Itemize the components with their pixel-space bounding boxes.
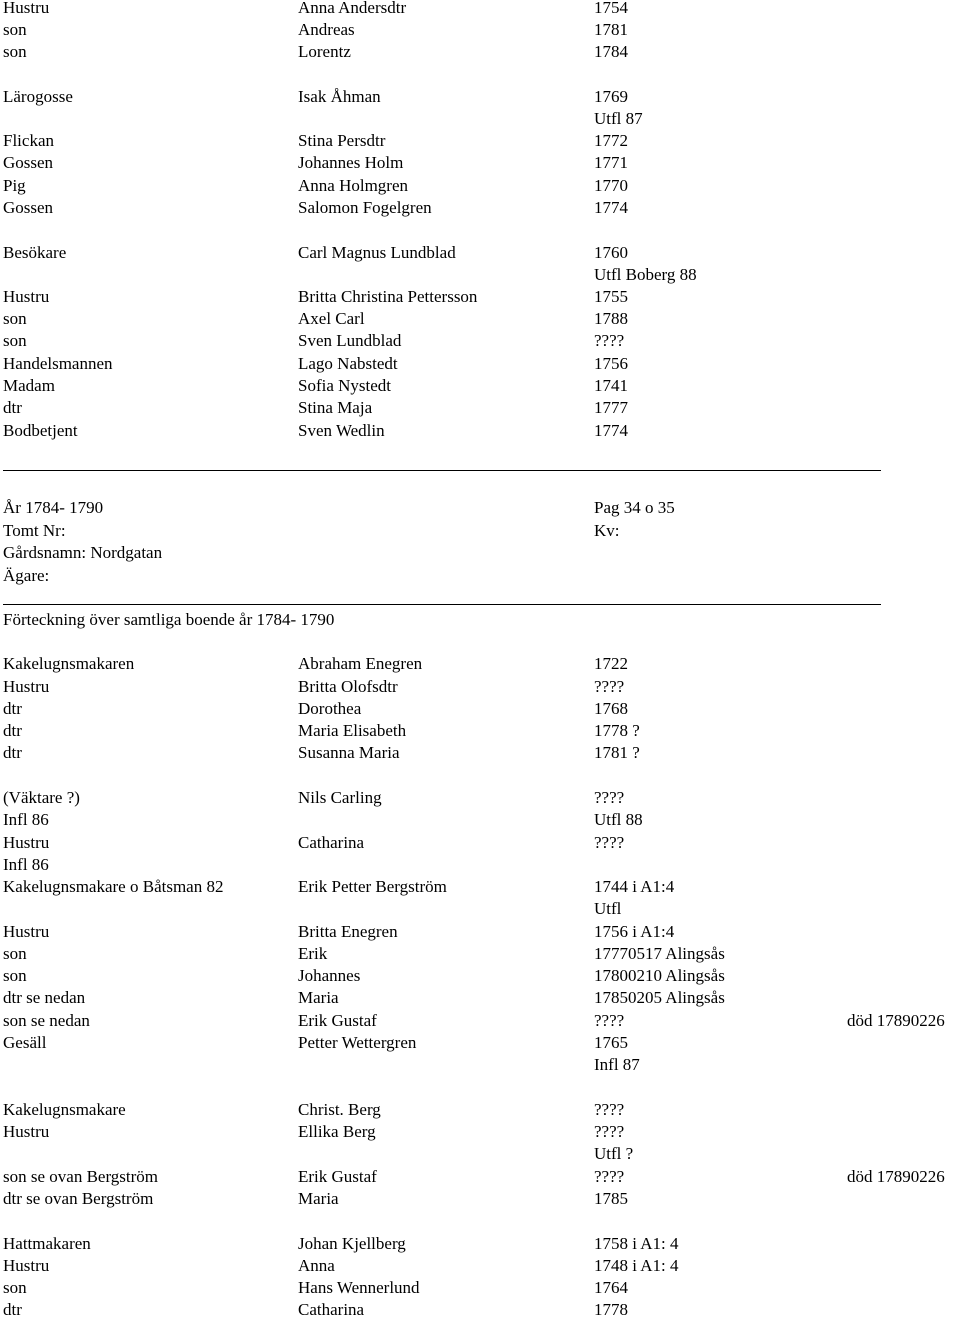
cell-role: Kakelugnsmakaren [3, 654, 135, 673]
cell-year: 1741 [594, 376, 628, 395]
cell-year: ???? [594, 1100, 625, 1119]
record-row [0, 264, 960, 286]
cell-name: Axel Carl [298, 309, 365, 328]
record-row [0, 854, 960, 876]
cell-year: 1756 [594, 354, 628, 373]
record-row [0, 965, 960, 987]
cell-role: dtr [3, 1300, 22, 1319]
record-row [0, 1277, 960, 1299]
cell-name: Petter Wettergren [298, 1033, 417, 1052]
record-row [0, 787, 960, 809]
cell-role: dtr se nedan [3, 988, 86, 1007]
record-row [0, 497, 960, 519]
cell-name: Abraham Enegren [298, 654, 423, 673]
cell-name: Ellika Berg [298, 1122, 376, 1141]
cell-name: Stina Maja [298, 398, 373, 417]
cell-year: 1744 i A1:4 [594, 877, 675, 896]
cell-year: 1769 [594, 87, 628, 106]
cell-year: 1785 [594, 1189, 628, 1208]
cell-name: Anna Andersdtr [298, 0, 407, 17]
cell-role: son se nedan [3, 1011, 90, 1030]
cell-year: ???? [594, 1122, 625, 1141]
cell-year: 1722 [594, 654, 628, 673]
cell-year: 1777 [594, 398, 628, 417]
cell-year: 1781 [594, 20, 628, 39]
cell-name: Erik Gustaf [298, 1167, 377, 1186]
cell-name: Maria [298, 1189, 339, 1208]
cell-year: 17850205 Alingsås [594, 988, 725, 1007]
cell-name: Erik Gustaf [298, 1011, 377, 1030]
cell-year: Infl 87 [594, 1055, 640, 1074]
record-row [0, 1233, 960, 1255]
cell-role: Hustru [3, 1122, 50, 1141]
cell-year: Utfl 87 [594, 109, 643, 128]
record-row [0, 242, 960, 264]
cell-role: Förteckning över samtliga boende år 1784- 1790 [3, 610, 335, 629]
record-row [0, 876, 960, 898]
cell-year: 1754 [594, 0, 628, 17]
cell-role: Gårdsnamn: Nordgatan [3, 543, 163, 562]
record-row [0, 520, 960, 542]
cell-name: Carl Magnus Lundblad [298, 243, 456, 262]
cell-role: Tomt Nr: [3, 521, 66, 540]
cell-year: ???? [594, 331, 625, 350]
cell-year: 1778 ? [594, 721, 640, 740]
cell-role: Hustru [3, 287, 50, 306]
cell-year: ???? [594, 1011, 625, 1030]
cell-role: son [3, 42, 27, 61]
record-row [0, 1054, 960, 1076]
cell-name: Isak Åhman [298, 87, 381, 106]
cell-year: Kv: [594, 521, 620, 540]
cell-name: Britta Enegren [298, 922, 398, 941]
cell-name: Johannes [298, 966, 361, 985]
record-row [0, 542, 960, 564]
cell-name: Sven Wedlin [298, 421, 385, 440]
record-row [0, 720, 960, 742]
record-row [0, 676, 960, 698]
record-row [0, 197, 960, 219]
cell-name: Stina Persdtr [298, 131, 386, 150]
cell-role: Infl 86 [3, 855, 49, 874]
cell-name: Erik [298, 944, 328, 963]
cell-year: 17800210 Alingsås [594, 966, 725, 985]
record-row [0, 86, 960, 108]
cell-role: Handelsmannen [3, 354, 113, 373]
cell-name: Maria [298, 988, 339, 1007]
cell-name: Britta Olofsdtr [298, 677, 398, 696]
cell-name: Johan Kjellberg [298, 1234, 406, 1253]
cell-role: son [3, 944, 27, 963]
cell-year: ???? [594, 833, 625, 852]
cell-name: Catharina [298, 833, 365, 852]
cell-role: dtr se ovan Bergström [3, 1189, 154, 1208]
cell-year: 1765 [594, 1033, 628, 1052]
cell-year: Utfl [594, 899, 622, 918]
cell-year: 1758 i A1: 4 [594, 1234, 679, 1253]
cell-year: 1774 [594, 421, 628, 440]
record-row [0, 0, 960, 19]
cell-year: 1756 i A1:4 [594, 922, 675, 941]
record-row [0, 397, 960, 419]
record-row [0, 175, 960, 197]
cell-year: ???? [594, 1167, 625, 1186]
record-row [0, 130, 960, 152]
cell-role: son [3, 966, 27, 985]
record-row [0, 1099, 960, 1121]
cell-role: dtr [3, 721, 22, 740]
cell-name: Lago Nabstedt [298, 354, 398, 373]
cell-name: Susanna Maria [298, 743, 400, 762]
cell-role: Besökare [3, 243, 67, 262]
cell-year: 17770517 Alingsås [594, 944, 725, 963]
cell-name: Catharina [298, 1300, 365, 1319]
record-row [0, 698, 960, 720]
record-row [0, 19, 960, 41]
record-row [0, 375, 960, 397]
cell-name: Britta Christina Pettersson [298, 287, 478, 306]
record-row [0, 108, 960, 130]
cell-year: 1748 i A1: 4 [594, 1256, 679, 1275]
record-row [0, 987, 960, 1009]
cell-year: 1778 [594, 1300, 628, 1319]
record-row [0, 809, 960, 831]
record-row [0, 1143, 960, 1165]
record-row [0, 308, 960, 330]
cell-year: 1764 [594, 1278, 628, 1297]
record-row [0, 1188, 960, 1210]
cell-role: son [3, 1278, 27, 1297]
record-row [0, 1032, 960, 1054]
cell-name: Erik Petter Bergström [298, 877, 447, 896]
cell-role: År 1784- 1790 [3, 498, 104, 517]
record-row [0, 353, 960, 375]
cell-role: Gossen [3, 153, 54, 172]
cell-role: son se ovan Bergström [3, 1167, 159, 1186]
cell-year: Utfl 88 [594, 810, 643, 829]
record-row [0, 1255, 960, 1277]
cell-role: Kakelugnsmakare o Båtsman 82 [3, 877, 224, 896]
cell-name: Sven Lundblad [298, 331, 402, 350]
cell-year: 1768 [594, 699, 628, 718]
cell-year: 1771 [594, 153, 628, 172]
record-row [0, 921, 960, 943]
record-row [0, 152, 960, 174]
record-row [0, 1299, 960, 1321]
separator-line-bottom [3, 604, 881, 605]
cell-role: son [3, 309, 27, 328]
cell-name: Dorothea [298, 699, 362, 718]
record-row [0, 943, 960, 965]
cell-role: Flickan [3, 131, 54, 150]
cell-year: 1788 [594, 309, 628, 328]
cell-year: 1770 [594, 176, 628, 195]
cell-role: dtr [3, 699, 22, 718]
cell-name: Johannes Holm [298, 153, 404, 172]
cell-name: Maria Elisabeth [298, 721, 407, 740]
cell-name: Hans Wennerlund [298, 1278, 420, 1297]
record-row [0, 898, 960, 920]
cell-role: Hustru [3, 677, 50, 696]
cell-role: Hustru [3, 922, 50, 941]
cell-name: Christ. Berg [298, 1100, 381, 1119]
cell-role: Ägare: [3, 566, 50, 585]
record-row [0, 742, 960, 764]
cell-role: dtr [3, 398, 22, 417]
cell-role: Hattmakaren [3, 1234, 91, 1253]
cell-name: Anna [298, 1256, 335, 1275]
record-row [0, 832, 960, 854]
cell-role: dtr [3, 743, 22, 762]
separator-line-top [3, 470, 881, 471]
record-row [0, 330, 960, 352]
cell-role: Infl 86 [3, 810, 49, 829]
cell-year: 1755 [594, 287, 628, 306]
record-row [0, 653, 960, 675]
cell-note: död 17890226 [847, 1167, 945, 1186]
cell-year: ???? [594, 788, 625, 807]
cell-year: 1781 ? [594, 743, 640, 762]
cell-role: son [3, 331, 27, 350]
cell-year: 1760 [594, 243, 628, 262]
cell-year: Utfl Boberg 88 [594, 265, 697, 284]
cell-name: Nils Carling [298, 788, 382, 807]
cell-year: 1772 [594, 131, 628, 150]
cell-name: Anna Holmgren [298, 176, 409, 195]
cell-role: Pig [3, 176, 26, 195]
record-row [0, 609, 960, 631]
cell-role: Madam [3, 376, 55, 395]
cell-name: Sofia Nystedt [298, 376, 392, 395]
cell-role: Gesäll [3, 1033, 47, 1052]
record-row [0, 1121, 960, 1143]
cell-role: Bodbetjent [3, 421, 78, 440]
cell-role: Hustru [3, 833, 50, 852]
cell-year: 1784 [594, 42, 628, 61]
cell-role: (Väktare ?) [3, 788, 80, 807]
cell-note: död 17890226 [847, 1011, 945, 1030]
cell-year: ???? [594, 677, 625, 696]
record-row [0, 286, 960, 308]
cell-role: Lärogosse [3, 87, 73, 106]
cell-role: Hustru [3, 0, 50, 17]
cell-role: Gossen [3, 198, 54, 217]
cell-role: Hustru [3, 1256, 50, 1275]
cell-name: Lorentz [298, 42, 351, 61]
cell-role: Kakelugnsmakare [3, 1100, 126, 1119]
cell-year: Pag 34 o 35 [594, 498, 675, 517]
cell-name: Salomon Fogelgren [298, 198, 432, 217]
record-row [0, 41, 960, 63]
cell-year: 1774 [594, 198, 628, 217]
record-row [0, 420, 960, 442]
record-row [0, 1166, 960, 1188]
cell-role: son [3, 20, 27, 39]
cell-name: Andreas [298, 20, 355, 39]
record-row [0, 565, 960, 587]
record-row [0, 1010, 960, 1032]
cell-year: Utfl ? [594, 1144, 634, 1163]
